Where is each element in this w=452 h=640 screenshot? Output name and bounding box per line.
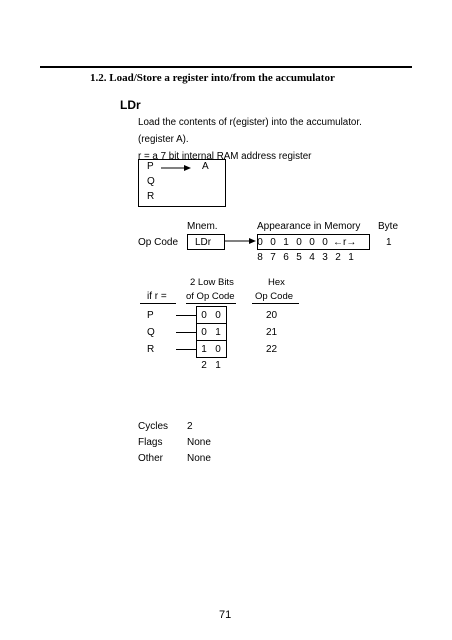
row-p-bit-2: 0 [201,310,207,321]
byte-header: Byte [378,221,399,232]
bit-row-rule-1 [196,323,227,324]
bit-number-7: 7 [270,252,276,263]
transfer-arrow-icon [160,163,192,173]
memory-bit-6: 1 [283,237,289,248]
bit-number-6: 6 [283,252,289,263]
bit-number-5: 5 [296,252,302,263]
description-line-1: Load the contents of r(egister) into the accumulator. [138,117,362,128]
memory-header: Appearance in Memory [257,221,361,232]
row-p-bit-1: 0 [215,310,221,321]
section-title: 1.2. Load/Store a register into/from the accumulator [90,72,335,84]
low-bits-underline [186,303,236,304]
mnem-value: LDr [195,237,212,248]
top-rule [40,66,412,68]
row-q-connector [176,332,196,333]
opcode-row-label: Op Code [138,237,179,248]
memory-bit-7: 0 [270,237,276,248]
other-value: None [187,453,211,464]
row-r-bit-2: 1 [201,344,207,355]
bit-number-8: 8 [257,252,263,263]
description-line-3: r = a 7 bit internal RAM address register [138,151,312,162]
flags-label: Flags [138,437,163,448]
bit-row-rule-0 [196,306,227,307]
row-r-bit-1: 0 [215,344,221,355]
other-label: Other [138,453,164,464]
low-bits-header-line-2: of Op Code [186,291,235,302]
bit-column-left-rule [196,306,197,357]
row-q-bit-1: 1 [215,327,221,338]
memory-bit-4: 0 [309,237,315,248]
cycles-label: Cycles [138,421,169,432]
register-q-label: Q [147,176,155,187]
memory-bit-3: 0 [322,237,328,248]
row-q-reg: Q [147,327,155,338]
description-line-2: (register A). [138,134,189,145]
bit-footer-1: 1 [215,360,221,371]
low-bits-header-line-1: 2 Low Bits [190,277,234,288]
r-field: ←r→ [333,237,357,248]
mnem-to-memory-arrow-icon [224,236,257,246]
if-r-underline [140,303,176,304]
register-a-label: A [202,161,209,172]
row-q-hex: 21 [266,327,278,338]
row-r-hex: 22 [266,344,278,355]
row-q-bit-2: 0 [201,327,207,338]
hex-header-line-1: Hex [268,277,285,288]
bit-footer-2: 2 [201,360,207,371]
mnem-header: Mnem. [187,221,218,232]
row-r-reg: R [147,344,155,355]
cycles-value: 2 [187,421,193,432]
hex-underline [252,303,299,304]
bit-row-rule-3 [196,357,227,358]
bit-number-4: 4 [309,252,315,263]
instruction-mnemonic: LDr [120,98,141,112]
hex-header-line-2: Op Code [255,291,294,302]
register-p-label: P [147,161,154,172]
byte-value: 1 [386,237,392,248]
bit-number-3: 3 [322,252,328,263]
row-r-connector [176,349,196,350]
row-p-reg: P [147,310,154,321]
bit-column-right-rule [226,306,227,357]
bit-number-1: 1 [348,252,354,263]
flags-value: None [187,437,211,448]
memory-bit-5: 0 [296,237,302,248]
memory-bit-8: 0 [257,237,263,248]
bit-number-2: 2 [335,252,341,263]
row-p-connector [176,315,196,316]
register-r-label: R [147,191,155,202]
bit-row-rule-2 [196,340,227,341]
row-p-hex: 20 [266,310,278,321]
page-number: 71 [219,609,232,621]
if-r-label: if r = [147,291,167,302]
